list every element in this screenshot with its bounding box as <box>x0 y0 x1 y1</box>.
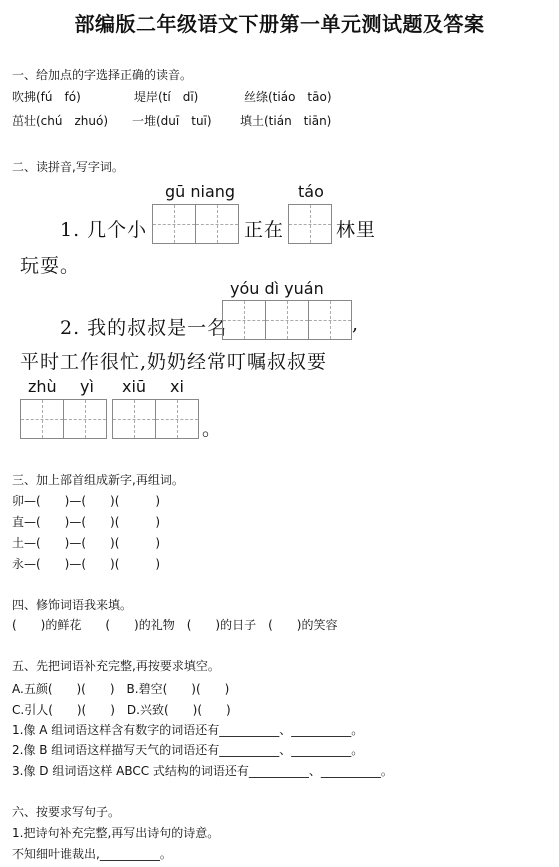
page-title: 部编版二年级语文下册第一单元测试题及答案 <box>74 12 485 36</box>
s5-row: 2.像 B 组词语这样描写天气的词语还有__________、__________。 <box>12 743 364 757</box>
q2-line2: 平时工作很忙,奶奶经常叮嘱叔叔要 <box>20 351 328 373</box>
q1-text-post: 林里 <box>336 219 377 241</box>
s3-row: 直—( )—( )( ) <box>12 515 161 529</box>
s3-row: 卯—( )—( )( ) <box>12 494 161 508</box>
s4-row: ( )的鲜花 ( )的礼物 ( )的日子 ( )的笑容 <box>12 618 338 632</box>
writing-grid-zhuyi[interactable] <box>20 399 107 439</box>
grid-cell[interactable] <box>222 300 266 340</box>
q1-line2: 玩耍。 <box>20 255 81 277</box>
pinyin-xiu: xiū <box>122 377 147 396</box>
pinyin-tao: táo <box>298 182 324 201</box>
grid-cell[interactable] <box>152 204 196 244</box>
section-5-heading: 五、先把词语补充完整,再按要求填空。 <box>12 659 220 673</box>
grid-cell[interactable] <box>308 300 352 340</box>
grid-cell[interactable] <box>155 399 199 439</box>
pinyin-youdiyuan: yóu dì yuán <box>230 279 324 298</box>
section-4-heading: 四、修饰词语我来填。 <box>12 598 133 612</box>
grid-cell[interactable] <box>265 300 309 340</box>
section-3-heading: 三、加上部首组成新字,再组词。 <box>12 473 184 487</box>
s5-row: A.五颜( )( ) B.碧空( )( ) <box>12 682 230 696</box>
s5-row: C.引人( )( ) D.兴致( )( ) <box>12 703 231 717</box>
q2-text-pre: 2. 我的叔叔是一名 <box>60 317 228 339</box>
q1-text-pre: 1. 几个小 <box>60 219 148 241</box>
grid-cell[interactable] <box>288 204 332 244</box>
s6-row: 不知细叶谁裁出,__________。 <box>12 847 172 861</box>
s5-row: 1.像 A 组词语这样含有数字的词语还有__________、__________。 <box>12 723 364 737</box>
section-2-heading: 二、读拼音,写字词。 <box>12 160 124 174</box>
s3-row: 永—( )—( )( ) <box>12 557 161 571</box>
s1-item: 一堆(duī tuī) <box>132 114 212 128</box>
s1-item: 茁壮(chú zhuó) <box>12 114 109 128</box>
section-1-heading: 一、给加点的字选择正确的读音。 <box>12 68 193 82</box>
grid-cell[interactable] <box>195 204 239 244</box>
q2-comma: , <box>352 313 360 335</box>
writing-grid-youdiyuan[interactable] <box>222 300 352 340</box>
s1-item: 丝绦(tiáo tāo) <box>244 90 332 104</box>
s1-item: 吹拂(fú fó) <box>12 90 81 104</box>
writing-grid-xiuxi[interactable] <box>112 399 199 439</box>
s1-item: 堤岸(tí dī) <box>134 90 199 104</box>
section-6-heading: 六、按要求写句子。 <box>12 805 121 819</box>
pinyin-xi: xi <box>170 377 184 396</box>
s5-row: 3.像 D 组词语这样 ABCC 式结构的词语还有__________、__________。 <box>12 764 393 778</box>
pinyin-yi: yì <box>80 377 94 396</box>
s1-item: 填土(tián tiān) <box>240 114 332 128</box>
grid-cell[interactable] <box>20 399 64 439</box>
writing-grid-guniang[interactable] <box>152 204 239 244</box>
s3-row: 土—( )—( )( ) <box>12 536 161 550</box>
pinyin-guniang: gū niang <box>165 182 236 201</box>
writing-grid-tao[interactable] <box>288 204 332 244</box>
s6-row: 1.把诗句补充完整,再写出诗句的诗意。 <box>12 826 220 840</box>
grid-cell[interactable] <box>63 399 107 439</box>
q2-end: 。 <box>202 418 223 440</box>
grid-cell[interactable] <box>112 399 156 439</box>
pinyin-zhu: zhù <box>28 377 57 396</box>
q1-text-mid: 正在 <box>244 219 285 241</box>
